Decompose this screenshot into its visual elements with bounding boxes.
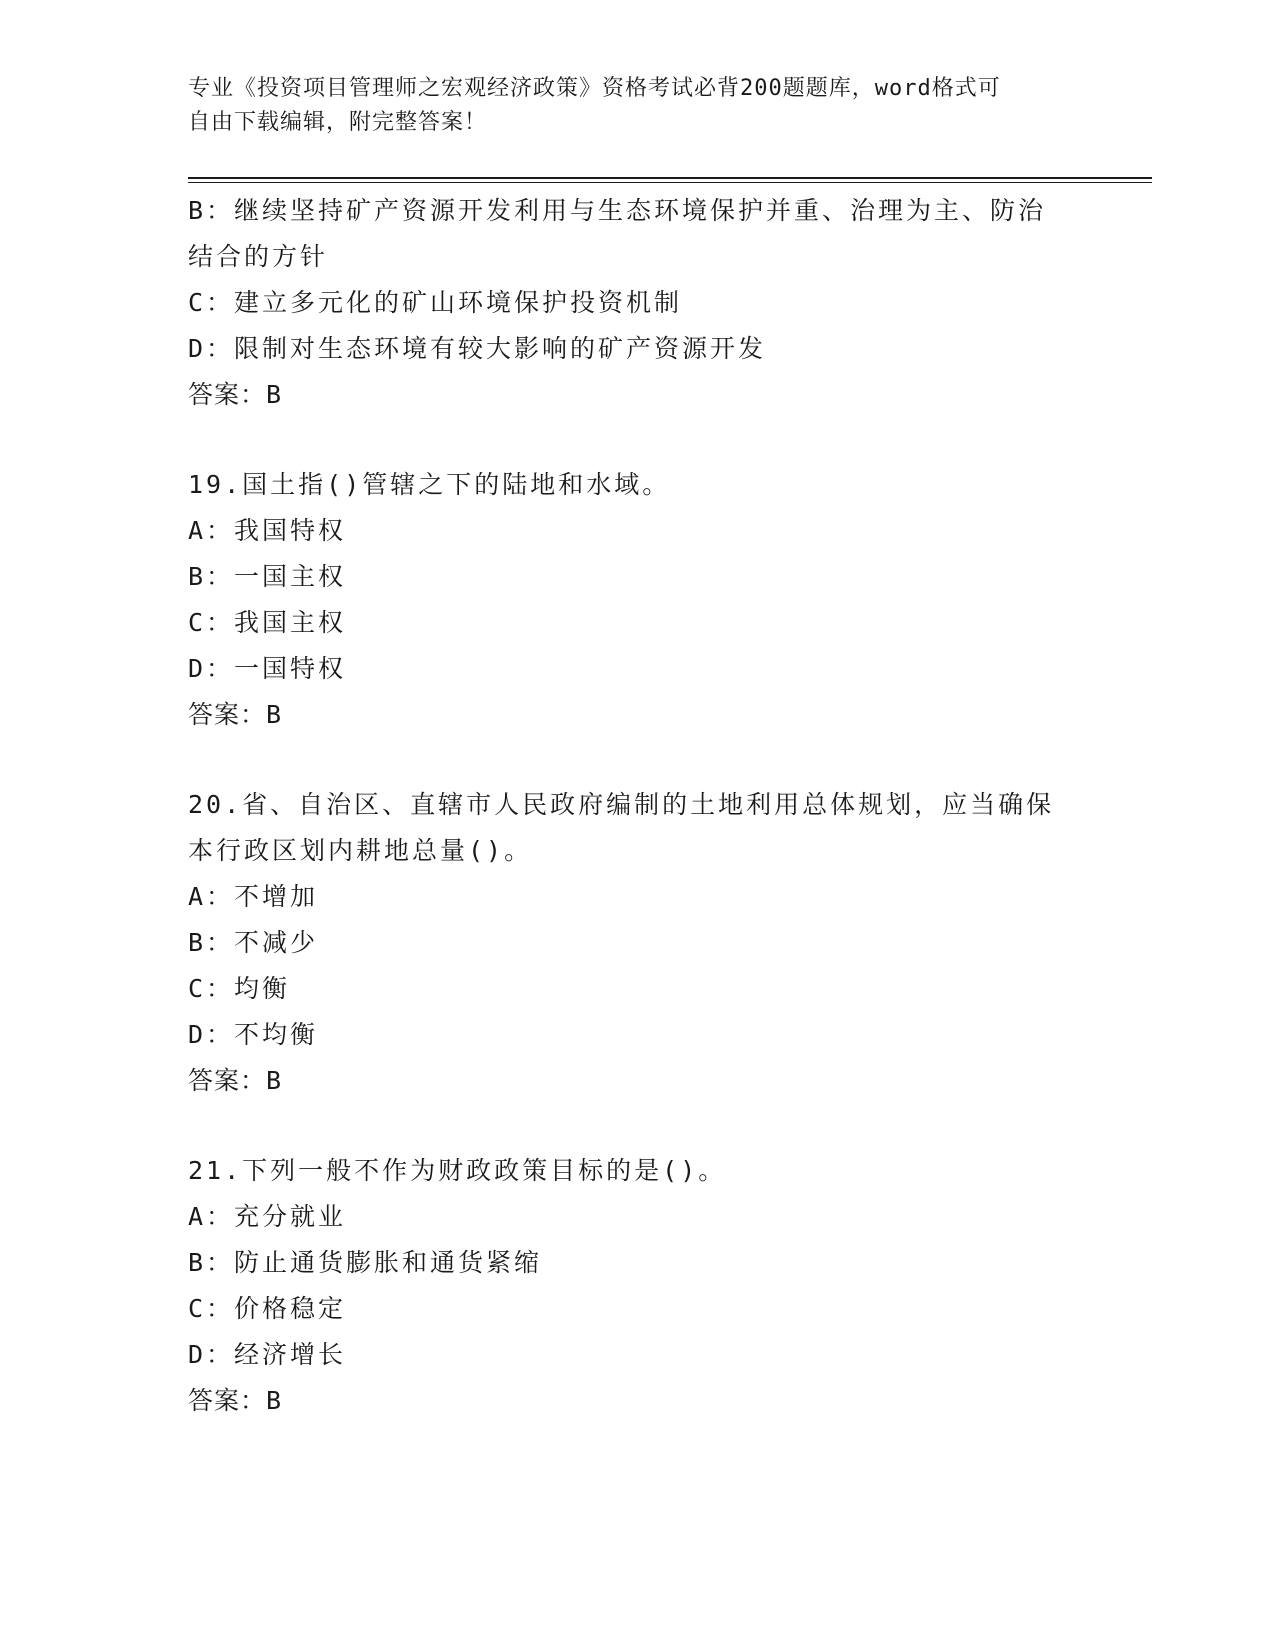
option-b-line-2: 结合的方针 (188, 242, 329, 271)
option-d: D：一国特权 (188, 654, 347, 683)
option-a: A：充分就业 (188, 1202, 347, 1231)
question-18-continuation (188, 188, 1088, 418)
question-21 (188, 1148, 1088, 1424)
answer: 答案：B (188, 1066, 283, 1095)
option-c: C：价格稳定 (188, 1294, 347, 1323)
answer: 答案：B (188, 700, 283, 729)
answer: 答案：B (188, 1386, 283, 1415)
header-title-line-1: 专业《投资项目管理师之宏观经济政策》资格考试必背200题题库，word格式可 (188, 76, 1001, 101)
option-c: C：均衡 (188, 974, 291, 1003)
question-stem-line-2: 本行政区划内耕地总量()。 (188, 836, 533, 865)
question-stem: 19.国土指()管辖之下的陆地和水域。 (188, 470, 671, 499)
option-a: A：我国特权 (188, 516, 347, 545)
question-stem: 21.下列一般不作为财政政策目标的是()。 (188, 1156, 727, 1185)
answer: 答案：B (188, 380, 283, 409)
spacer (188, 1104, 1088, 1148)
option-b-line-1: B：继续坚持矿产资源开发利用与生态环境保护并重、治理为主、防治 (188, 196, 1047, 225)
header-divider-thin (188, 182, 1152, 183)
option-b: B：不减少 (188, 928, 319, 957)
header-title-line-2: 自由下载编辑，附完整答案！ (188, 110, 488, 135)
spacer (188, 418, 1088, 462)
spacer (188, 738, 1088, 782)
option-d: D：不均衡 (188, 1020, 319, 1049)
option-b: B：一国主权 (188, 562, 347, 591)
option-d: D：限制对生态环境有较大影响的矿产资源开发 (188, 334, 767, 363)
document-body (188, 188, 1088, 1424)
question-20 (188, 782, 1088, 1104)
question-19 (188, 462, 1088, 738)
option-a: A：不增加 (188, 882, 319, 911)
option-c: C：我国主权 (188, 608, 347, 637)
question-stem-line-1: 20.省、自治区、直辖市人民政府编制的土地利用总体规划，应当确保 (188, 790, 1055, 819)
header-divider-thick (188, 177, 1152, 179)
option-d: D：经济增长 (188, 1340, 347, 1369)
option-c: C：建立多元化的矿山环境保护投资机制 (188, 288, 683, 317)
option-b: B：防止通货膨胀和通货紧缩 (188, 1248, 543, 1277)
document-header (188, 72, 1088, 140)
